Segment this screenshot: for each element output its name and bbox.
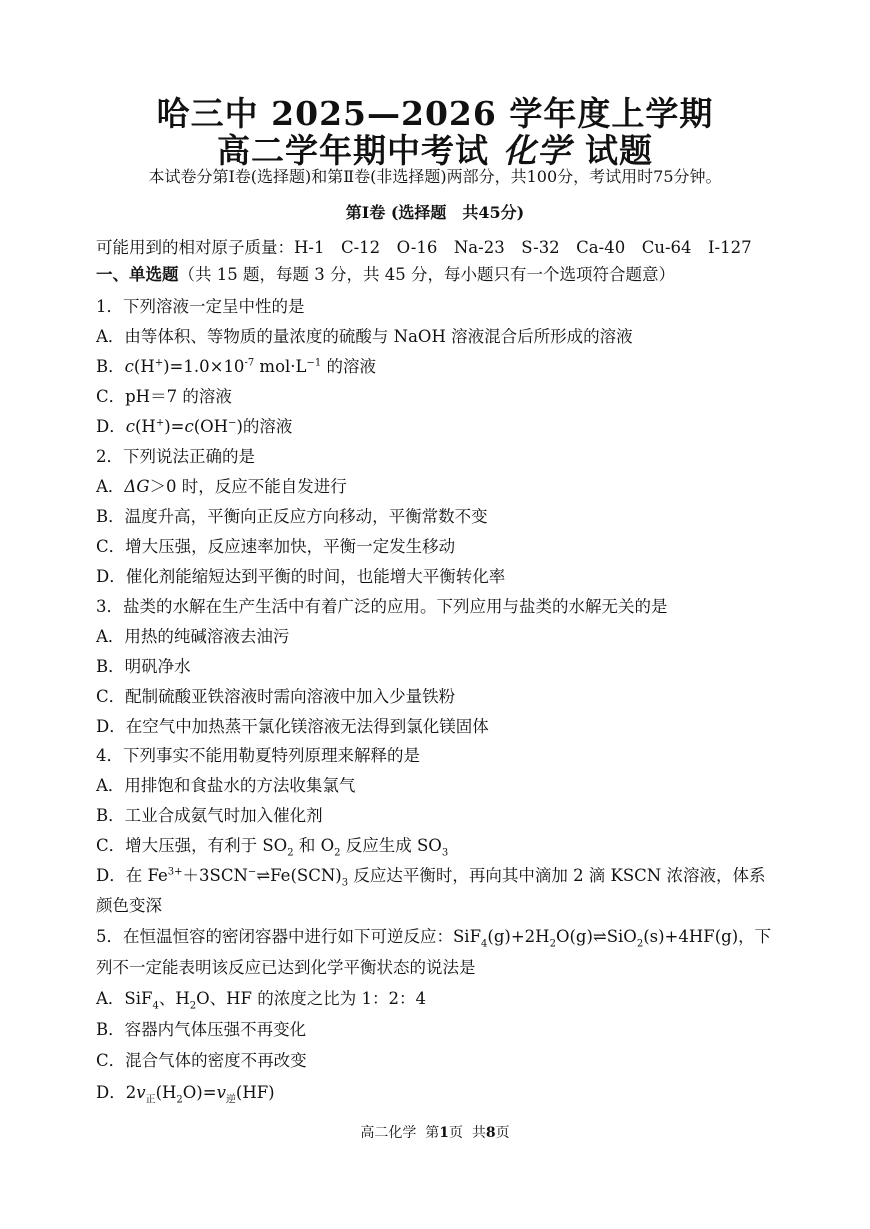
q4-option-d xyxy=(96,865,766,887)
q4-option-d-continued: 颜色变深 xyxy=(96,896,162,915)
exponent-sup: −1 xyxy=(306,357,322,369)
rate-symbol: v xyxy=(136,1083,146,1102)
formula-text: (H xyxy=(155,1083,177,1102)
formula-text: (H xyxy=(133,357,155,376)
q1-option-d xyxy=(96,416,292,438)
footer-total-b: 页 xyxy=(495,1125,510,1141)
exam-intro: 本试卷分第Ⅰ卷(选择题)和第Ⅱ卷(非选择题)两部分，共100分，考试用时75分钟。 xyxy=(148,167,722,186)
q3-stem: 3．盐类的水解在生产生活中有着广泛的应用。下列应用与盐类的水解无关的是 xyxy=(96,597,668,616)
q1-option-c: C．pH＝7 的溶液 xyxy=(96,387,232,406)
q2-option-b: B．温度升高，平衡向正反应方向移动，平衡常数不变 xyxy=(96,507,488,526)
q3-option-a: A．用热的纯碱溶液去油污 xyxy=(96,627,290,646)
exam-title-suffix: 试题 xyxy=(585,131,653,170)
formula-sub: 2 xyxy=(334,847,341,859)
exponent-sup: -7 xyxy=(244,357,255,369)
part1-heading-note: （共 15 题，每题 3 分，共 45 分，每小题只有一个选项符合题意） xyxy=(178,265,675,284)
q3-option-d: D．在空气中加热蒸干氯化镁溶液无法得到氯化镁固体 xyxy=(96,717,489,736)
formula-sub: 2 xyxy=(176,1094,183,1106)
unit-text: mol·L xyxy=(254,357,307,376)
formula-text: )=1.0×10 xyxy=(163,357,245,376)
q2-option-d: D．催化剂能缩短达到平衡的时间，也能增大平衡转化率 xyxy=(96,567,506,586)
q3-option-c: C．配制硫酸亚铁溶液时需向溶液中加入少量铁粉 xyxy=(96,687,456,706)
charge-sup: 3+ xyxy=(167,866,183,878)
option-text: ⇌Fe(SCN) xyxy=(256,866,342,885)
stem-text: O(g)⇌SiO xyxy=(555,927,637,946)
formula-sub: 2 xyxy=(549,938,556,950)
option-text: ＞0 时，反应不能自发进行 xyxy=(149,477,347,496)
formula-sub: 2 xyxy=(636,938,644,950)
gibbs-symbol: ΔG xyxy=(124,477,150,496)
option-text: )的溶液 xyxy=(236,417,293,436)
q5-option-a xyxy=(96,988,426,1010)
rate-sub: 逆 xyxy=(225,1094,236,1106)
conc-symbol: c xyxy=(125,417,135,436)
formula-text: (H xyxy=(134,417,156,436)
q5-stem xyxy=(96,926,771,948)
footer-total-pages: 8 xyxy=(485,1125,496,1141)
option-text: D．2 xyxy=(96,1083,137,1102)
option-text: ＋3SCN xyxy=(182,866,248,885)
option-label: A． xyxy=(96,477,125,496)
conc-symbol: c xyxy=(184,417,194,436)
formula-sub: 3 xyxy=(341,877,349,889)
option-text: 的溶液 xyxy=(321,357,376,376)
q5-option-b: B．容器内气体压强不再变化 xyxy=(96,1020,307,1039)
option-text: O、HF 的浓度之比为 1：2：4 xyxy=(196,989,426,1008)
stem-text: (g)+2H xyxy=(487,927,550,946)
charge-sup: − xyxy=(228,417,237,429)
option-text: 和 O xyxy=(293,836,335,855)
formula-text: (HF) xyxy=(235,1083,275,1102)
stem-text: (s)+4HF(g)，下 xyxy=(643,927,772,946)
exam-title-line2 xyxy=(0,131,870,171)
rate-sub: 正 xyxy=(145,1094,156,1106)
q5-stem-continued: 列不一定能表明该反应已达到化学平衡状态的说法是 xyxy=(96,958,476,977)
page-footer xyxy=(0,1123,870,1143)
q4-stem: 4．下列事实不能用勒夏特列原理来解释的是 xyxy=(96,746,420,765)
q2-option-a xyxy=(96,476,347,498)
footer-total-a: 共 xyxy=(471,1125,486,1141)
q1-option-b xyxy=(96,356,376,378)
q3-option-b: B．明矾净水 xyxy=(96,657,191,676)
stem-text: 5．在恒温恒容的密闭容器中进行如下可逆反应：SiF xyxy=(96,927,482,946)
q4-option-a: A．用排饱和食盐水的方法收集氯气 xyxy=(96,776,356,795)
charge-sup: − xyxy=(247,866,257,878)
formula-text: (OH xyxy=(193,417,229,436)
q2-option-c: C．增大压强，反应速率加快，平衡一定发生移动 xyxy=(96,537,456,556)
footer-page-b: 页 xyxy=(449,1125,463,1141)
q1-option-a: A．由等体积、等物质的量浓度的硫酸与 NaOH 溶液混合后所形成的溶液 xyxy=(96,327,633,346)
footer-page-number: 1 xyxy=(439,1125,449,1141)
subject-name: 化学 xyxy=(503,131,571,170)
part1-heading xyxy=(96,264,675,286)
option-text: 、H xyxy=(158,989,190,1008)
section-title: 第Ⅰ卷 (选择题 共45分) xyxy=(345,203,525,222)
atomic-masses: 可能用到的相对原子质量：H-1 C-12 O-16 Na-23 S-32 Ca-40 Cu-64 I-127 xyxy=(96,238,752,257)
conc-symbol: c xyxy=(124,357,134,376)
formula-text: )= xyxy=(164,417,185,436)
formula-text: O)= xyxy=(182,1083,217,1102)
option-text: C．增大压强，有利于 SO xyxy=(96,836,288,855)
option-label: B． xyxy=(96,357,125,376)
rate-symbol: v xyxy=(216,1083,226,1102)
footer-page-a: 第 xyxy=(425,1125,440,1141)
exam-title-line1: 哈三中 2025—2026 学年度上学期 xyxy=(156,94,714,133)
formula-sub: 3 xyxy=(441,847,449,859)
footer-subject: 高二化学 xyxy=(360,1125,417,1141)
option-text: 反应达平衡时，再向其中滴加 2 滴 KSCN 浓溶液，体系 xyxy=(348,866,766,885)
q2-stem: 2．下列说法正确的是 xyxy=(96,447,255,466)
q1-stem: 1．下列溶液一定呈中性的是 xyxy=(96,297,305,316)
part1-heading-label: 一、单选题 xyxy=(96,265,179,284)
formula-sub: 4 xyxy=(152,1000,159,1012)
option-text: 反应生成 SO xyxy=(340,836,442,855)
option-label: D． xyxy=(96,417,126,436)
formula-sub: 4 xyxy=(481,938,488,950)
formula-sub: 2 xyxy=(189,1000,197,1012)
charge-sup: + xyxy=(154,357,164,369)
q4-option-b: B．工业合成氨气时加入催化剂 xyxy=(96,806,323,825)
q5-option-d xyxy=(96,1082,275,1104)
charge-sup: + xyxy=(155,417,165,429)
exam-title-part: 高二学年期中考试 xyxy=(217,131,489,170)
q4-option-c xyxy=(96,835,448,857)
option-text: D．在 Fe xyxy=(96,866,168,885)
q5-option-c: C．混合气体的密度不再改变 xyxy=(96,1051,307,1070)
option-text: A．SiF xyxy=(96,989,153,1008)
formula-sub: 2 xyxy=(287,847,294,859)
